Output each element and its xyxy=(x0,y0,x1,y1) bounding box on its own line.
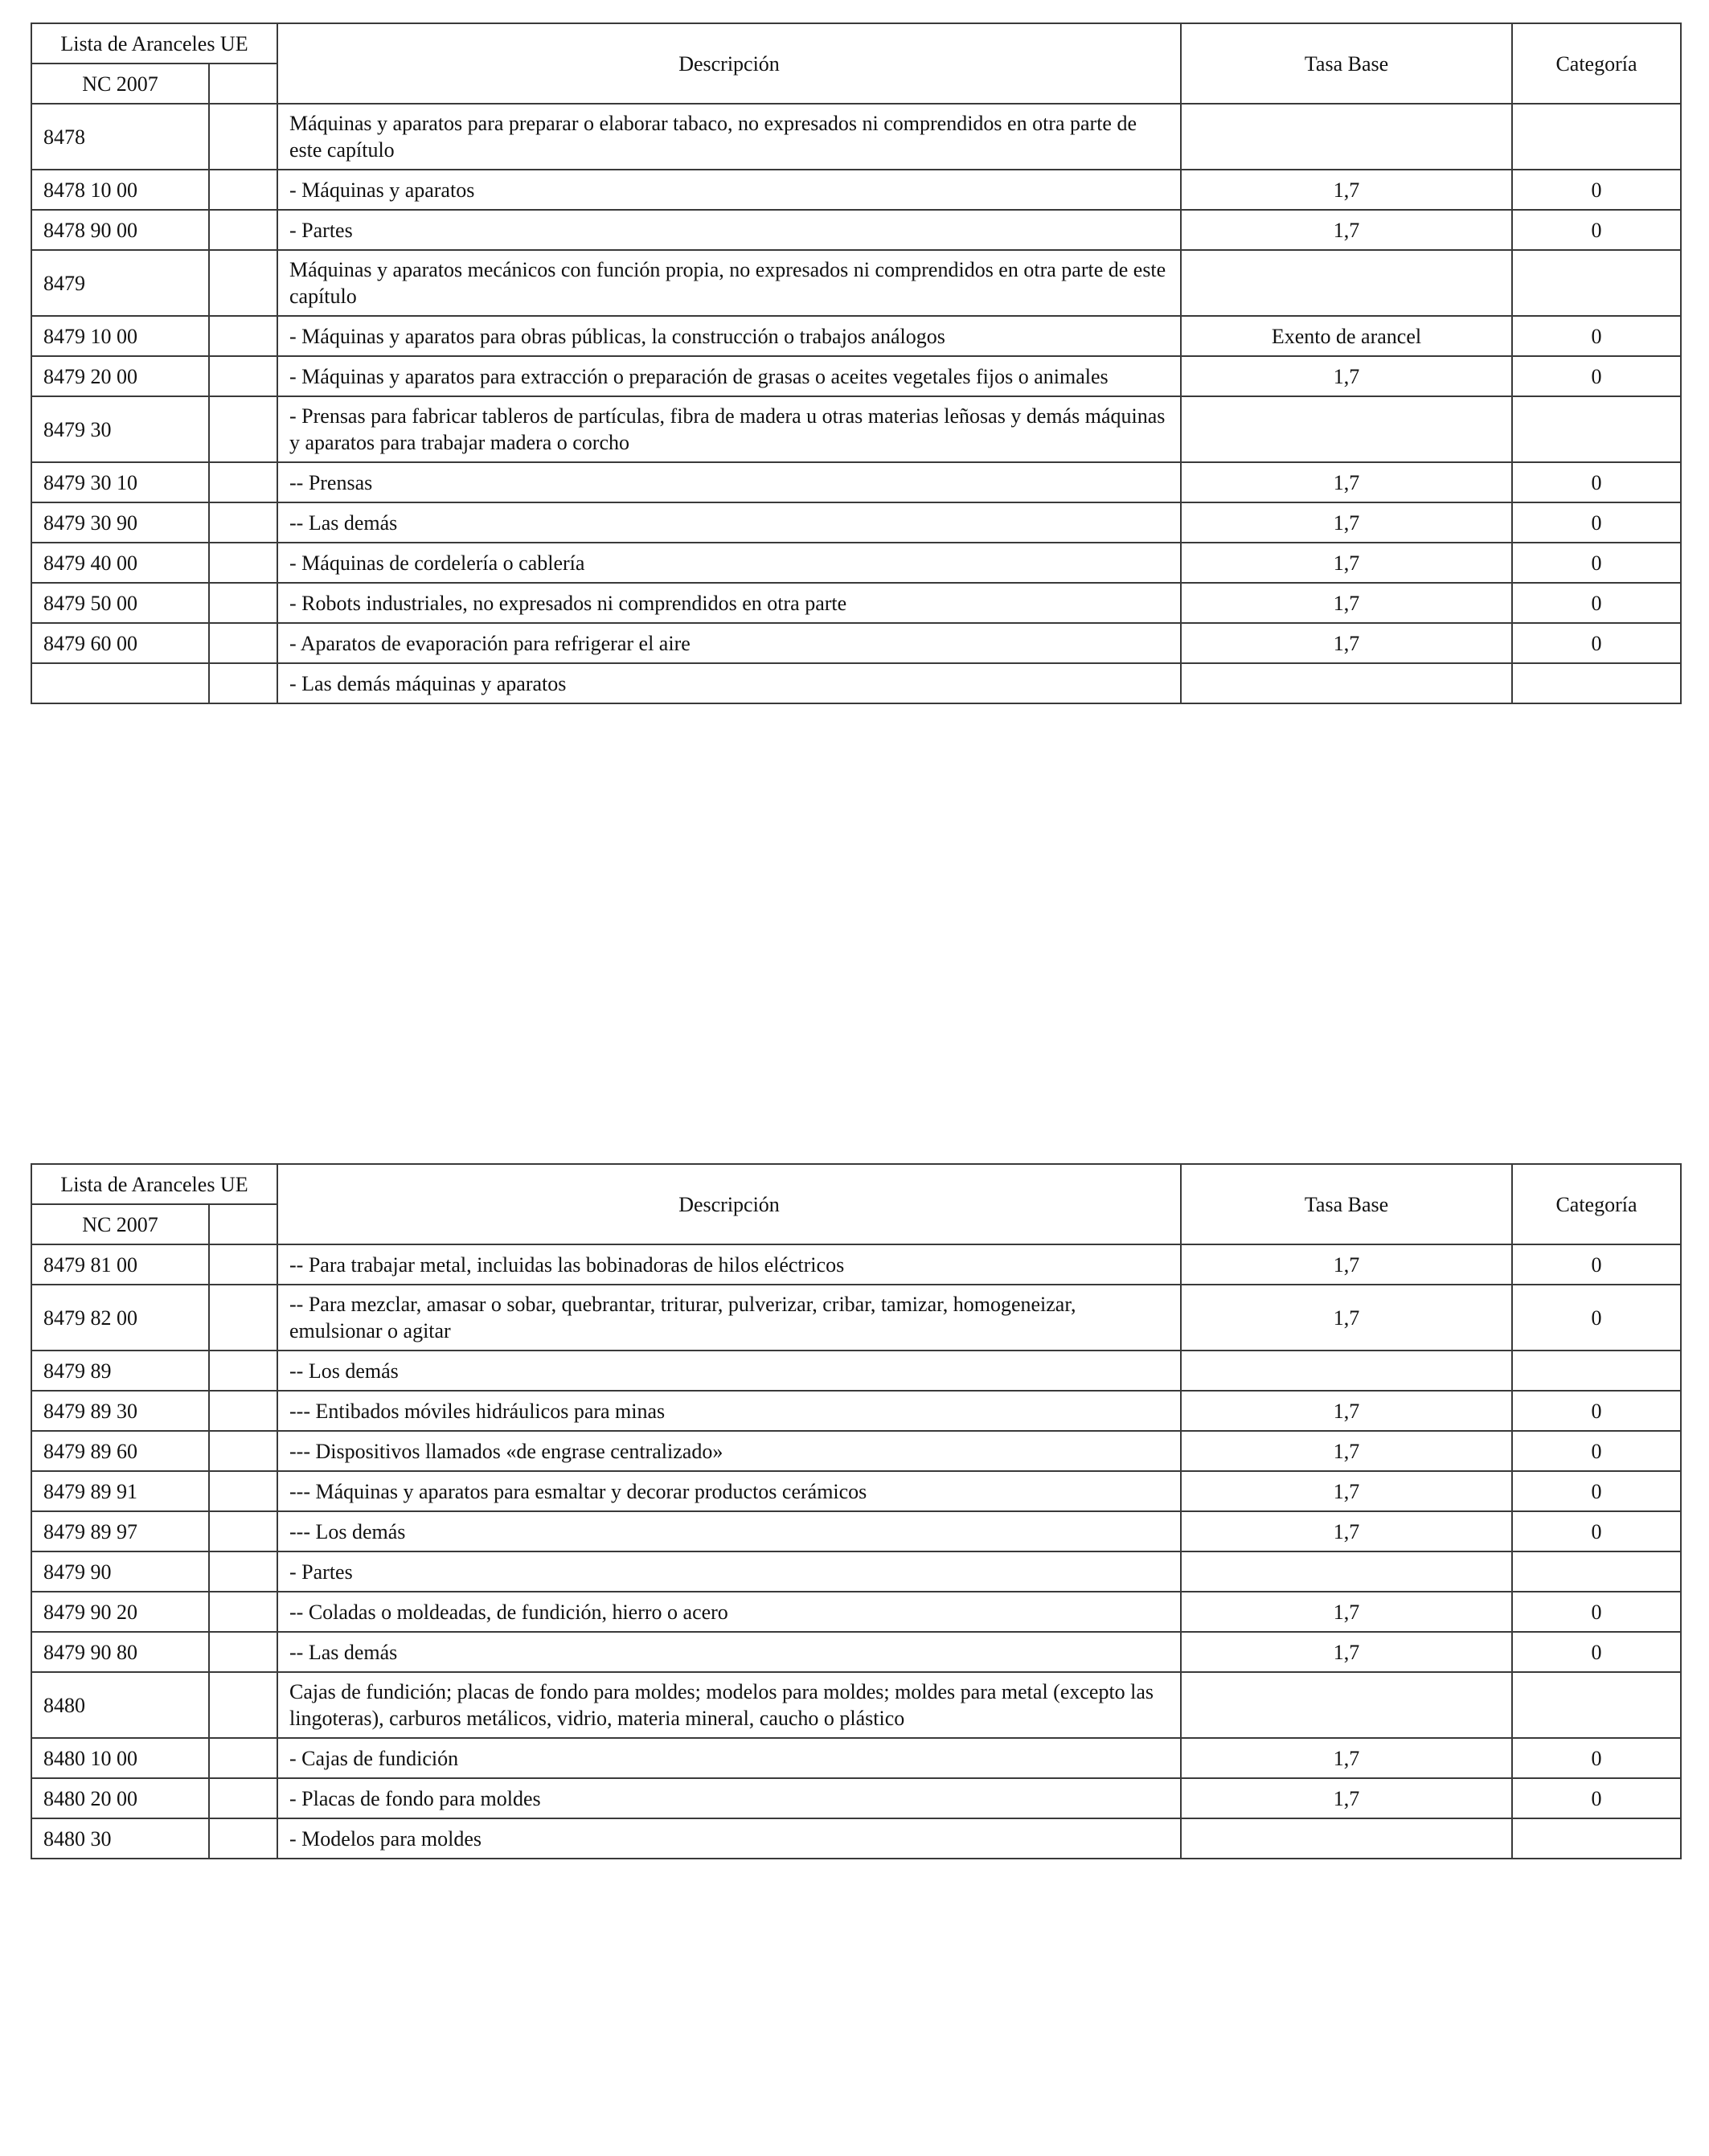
row-empty-cell xyxy=(209,1551,277,1592)
row-empty-cell xyxy=(209,1738,277,1778)
table-row xyxy=(31,250,1681,316)
row-category: 0 xyxy=(1512,1592,1681,1632)
row-code: 8479 82 00 xyxy=(31,1285,209,1351)
row-empty-cell xyxy=(209,1818,277,1859)
row-code: 8479 30 10 xyxy=(31,462,209,502)
table-row xyxy=(31,1391,1681,1431)
row-description: - Placas de fondo para moldes xyxy=(277,1778,1181,1818)
row-rate xyxy=(1181,1551,1512,1592)
row-code: 8478 xyxy=(31,104,209,170)
row-code: 8479 60 00 xyxy=(31,623,209,663)
row-rate: Exento de arancel xyxy=(1181,316,1512,356)
table-row xyxy=(31,502,1681,543)
row-category: 0 xyxy=(1512,583,1681,623)
row-rate xyxy=(1181,1351,1512,1391)
table-row xyxy=(31,543,1681,583)
row-empty-cell xyxy=(209,543,277,583)
row-description: - Partes xyxy=(277,210,1181,250)
row-empty-cell xyxy=(209,316,277,356)
tariff-table-1 xyxy=(31,23,1682,704)
row-category: 0 xyxy=(1512,543,1681,583)
row-empty-cell xyxy=(209,1471,277,1511)
row-description: - Máquinas y aparatos para obras públicas, la construcción o trabajos análogos xyxy=(277,316,1181,356)
table-row xyxy=(31,1471,1681,1511)
row-code: 8479 90 xyxy=(31,1551,209,1592)
header-category: Categoría xyxy=(1512,23,1681,104)
row-rate: 1,7 xyxy=(1181,1244,1512,1285)
row-description: - Máquinas y aparatos xyxy=(277,170,1181,210)
header-rate: Tasa Base xyxy=(1181,1164,1512,1244)
row-rate: 1,7 xyxy=(1181,1471,1512,1511)
row-empty-cell xyxy=(209,1632,277,1672)
row-description: -- Las demás xyxy=(277,502,1181,543)
row-code: 8479 40 00 xyxy=(31,543,209,583)
row-empty-cell xyxy=(209,502,277,543)
row-empty-cell xyxy=(209,104,277,170)
row-code: 8479 89 60 xyxy=(31,1431,209,1471)
row-empty-cell xyxy=(209,1391,277,1431)
row-rate: 1,7 xyxy=(1181,543,1512,583)
row-empty-cell xyxy=(209,1244,277,1285)
row-category: 0 xyxy=(1512,316,1681,356)
header-row xyxy=(31,23,1681,64)
table-row xyxy=(31,1738,1681,1778)
row-category: 0 xyxy=(1512,1511,1681,1551)
table-row xyxy=(31,1351,1681,1391)
row-category xyxy=(1512,1551,1681,1592)
row-category: 0 xyxy=(1512,1632,1681,1672)
row-description: Máquinas y aparatos para preparar o elaborar tabaco, no expresados ni comprendidos en otra parte de este capítulo xyxy=(277,104,1181,170)
row-rate: 1,7 xyxy=(1181,1285,1512,1351)
table-row xyxy=(31,396,1681,462)
row-description: --- Entibados móviles hidráulicos para minas xyxy=(277,1391,1181,1431)
row-category: 0 xyxy=(1512,1471,1681,1511)
table-row xyxy=(31,1778,1681,1818)
row-rate: 1,7 xyxy=(1181,1632,1512,1672)
row-code: 8479 89 97 xyxy=(31,1511,209,1551)
row-code: 8479 89 xyxy=(31,1351,209,1391)
row-category: 0 xyxy=(1512,1431,1681,1471)
row-category: 0 xyxy=(1512,170,1681,210)
table-row xyxy=(31,1592,1681,1632)
table-row xyxy=(31,1511,1681,1551)
row-code: 8480 10 00 xyxy=(31,1738,209,1778)
row-category: 0 xyxy=(1512,210,1681,250)
row-rate xyxy=(1181,663,1512,703)
row-category: 0 xyxy=(1512,1778,1681,1818)
row-category xyxy=(1512,1818,1681,1859)
row-code: 8478 10 00 xyxy=(31,170,209,210)
header-row xyxy=(31,1164,1681,1204)
row-description: - Máquinas de cordelería o cablería xyxy=(277,543,1181,583)
row-description: - Prensas para fabricar tableros de partículas, fibra de madera u otras materias leñosas y demás máquinas y aparatos para trabajar madera o corcho xyxy=(277,396,1181,462)
row-description: -- Las demás xyxy=(277,1632,1181,1672)
row-category xyxy=(1512,250,1681,316)
row-description: - Modelos para moldes xyxy=(277,1818,1181,1859)
row-rate xyxy=(1181,1818,1512,1859)
row-code: 8479 20 00 xyxy=(31,356,209,396)
row-code: 8479 81 00 xyxy=(31,1244,209,1285)
row-description: --- Los demás xyxy=(277,1511,1181,1551)
row-rate: 1,7 xyxy=(1181,356,1512,396)
row-empty-cell xyxy=(209,1431,277,1471)
row-rate xyxy=(1181,1672,1512,1738)
row-rate: 1,7 xyxy=(1181,623,1512,663)
row-category: 0 xyxy=(1512,462,1681,502)
table-row xyxy=(31,104,1681,170)
row-category: 0 xyxy=(1512,1391,1681,1431)
row-empty-cell xyxy=(209,1511,277,1551)
table-row xyxy=(31,210,1681,250)
tariff-table-2 xyxy=(31,1163,1682,1859)
row-rate: 1,7 xyxy=(1181,1431,1512,1471)
header-description: Descripción xyxy=(277,1164,1181,1244)
row-rate: 1,7 xyxy=(1181,583,1512,623)
row-description: --- Máquinas y aparatos para esmaltar y decorar productos cerámicos xyxy=(277,1471,1181,1511)
row-empty-cell xyxy=(209,1285,277,1351)
row-empty-cell xyxy=(209,623,277,663)
header-empty-cell xyxy=(209,1204,277,1244)
row-category xyxy=(1512,104,1681,170)
row-category: 0 xyxy=(1512,356,1681,396)
row-description: - Cajas de fundición xyxy=(277,1738,1181,1778)
table-row xyxy=(31,663,1681,703)
row-rate: 1,7 xyxy=(1181,210,1512,250)
row-category: 0 xyxy=(1512,502,1681,543)
row-code: 8479 90 80 xyxy=(31,1632,209,1672)
row-code: 8480 20 00 xyxy=(31,1778,209,1818)
row-category xyxy=(1512,396,1681,462)
header-list-label: Lista de Aranceles UE xyxy=(31,1164,277,1204)
row-description: - Robots industriales, no expresados ni comprendidos en otra parte xyxy=(277,583,1181,623)
row-code: 8479 10 00 xyxy=(31,316,209,356)
row-code: 8479 89 91 xyxy=(31,1471,209,1511)
row-rate: 1,7 xyxy=(1181,1391,1512,1431)
table-row xyxy=(31,583,1681,623)
header-rate: Tasa Base xyxy=(1181,23,1512,104)
table-row xyxy=(31,1632,1681,1672)
row-description: Máquinas y aparatos mecánicos con función propia, no expresados ni comprendidos en otra parte de este capítulo xyxy=(277,250,1181,316)
table-row xyxy=(31,316,1681,356)
header-nc-label: NC 2007 xyxy=(31,1204,209,1244)
row-description: - Aparatos de evaporación para refrigerar el aire xyxy=(277,623,1181,663)
table-row xyxy=(31,462,1681,502)
row-rate: 1,7 xyxy=(1181,1778,1512,1818)
table-row xyxy=(31,1672,1681,1738)
row-rate xyxy=(1181,396,1512,462)
row-category: 0 xyxy=(1512,1285,1681,1351)
row-empty-cell xyxy=(209,210,277,250)
table-row xyxy=(31,1551,1681,1592)
row-code: 8479 90 20 xyxy=(31,1592,209,1632)
row-description: -- Prensas xyxy=(277,462,1181,502)
header-category: Categoría xyxy=(1512,1164,1681,1244)
row-rate: 1,7 xyxy=(1181,1511,1512,1551)
row-code: 8479 30 90 xyxy=(31,502,209,543)
row-category xyxy=(1512,1351,1681,1391)
row-rate xyxy=(1181,104,1512,170)
row-rate xyxy=(1181,250,1512,316)
row-empty-cell xyxy=(209,1778,277,1818)
row-empty-cell xyxy=(209,462,277,502)
row-description: Cajas de fundición; placas de fondo para moldes; modelos para moldes; moldes para metal (excepto las lingoteras), carburos metálicos, vidrio, materia mineral, caucho o plástico xyxy=(277,1672,1181,1738)
row-description: - Las demás máquinas y aparatos xyxy=(277,663,1181,703)
table-row xyxy=(31,356,1681,396)
row-description: - Máquinas y aparatos para extracción o preparación de grasas o aceites vegetales fijos o animales xyxy=(277,356,1181,396)
row-rate: 1,7 xyxy=(1181,502,1512,543)
row-code: 8480 30 xyxy=(31,1818,209,1859)
row-description: - Partes xyxy=(277,1551,1181,1592)
row-code: 8480 xyxy=(31,1672,209,1738)
row-empty-cell xyxy=(209,250,277,316)
row-empty-cell xyxy=(209,1351,277,1391)
row-category: 0 xyxy=(1512,1244,1681,1285)
header-empty-cell xyxy=(209,64,277,104)
row-description: -- Para trabajar metal, incluidas las bobinadoras de hilos eléctricos xyxy=(277,1244,1181,1285)
row-description: --- Dispositivos llamados «de engrase centralizado» xyxy=(277,1431,1181,1471)
row-code: 8478 90 00 xyxy=(31,210,209,250)
row-category: 0 xyxy=(1512,623,1681,663)
row-empty-cell xyxy=(209,356,277,396)
table-row xyxy=(31,1285,1681,1351)
row-empty-cell xyxy=(209,1592,277,1632)
table-row xyxy=(31,1818,1681,1859)
row-category xyxy=(1512,663,1681,703)
header-nc-label: NC 2007 xyxy=(31,64,209,104)
table-row xyxy=(31,170,1681,210)
row-description: -- Coladas o moldeadas, de fundición, hierro o acero xyxy=(277,1592,1181,1632)
table-row xyxy=(31,1431,1681,1471)
row-code: 8479 89 30 xyxy=(31,1391,209,1431)
row-empty-cell xyxy=(209,583,277,623)
row-code: 8479 xyxy=(31,250,209,316)
row-empty-cell xyxy=(209,170,277,210)
row-category xyxy=(1512,1672,1681,1738)
row-rate: 1,7 xyxy=(1181,1592,1512,1632)
table-row xyxy=(31,623,1681,663)
row-empty-cell xyxy=(209,663,277,703)
header-description: Descripción xyxy=(277,23,1181,104)
row-rate: 1,7 xyxy=(1181,1738,1512,1778)
table-row xyxy=(31,1244,1681,1285)
row-rate: 1,7 xyxy=(1181,462,1512,502)
row-code: 8479 30 xyxy=(31,396,209,462)
row-rate: 1,7 xyxy=(1181,170,1512,210)
header-list-label: Lista de Aranceles UE xyxy=(31,23,277,64)
row-description: -- Los demás xyxy=(277,1351,1181,1391)
row-category: 0 xyxy=(1512,1738,1681,1778)
row-empty-cell xyxy=(209,1672,277,1738)
row-empty-cell xyxy=(209,396,277,462)
row-code: 8479 50 00 xyxy=(31,583,209,623)
row-description: -- Para mezclar, amasar o sobar, quebrantar, triturar, pulverizar, cribar, tamizar, homogeneizar, emulsionar o agitar xyxy=(277,1285,1181,1351)
row-code xyxy=(31,663,209,703)
